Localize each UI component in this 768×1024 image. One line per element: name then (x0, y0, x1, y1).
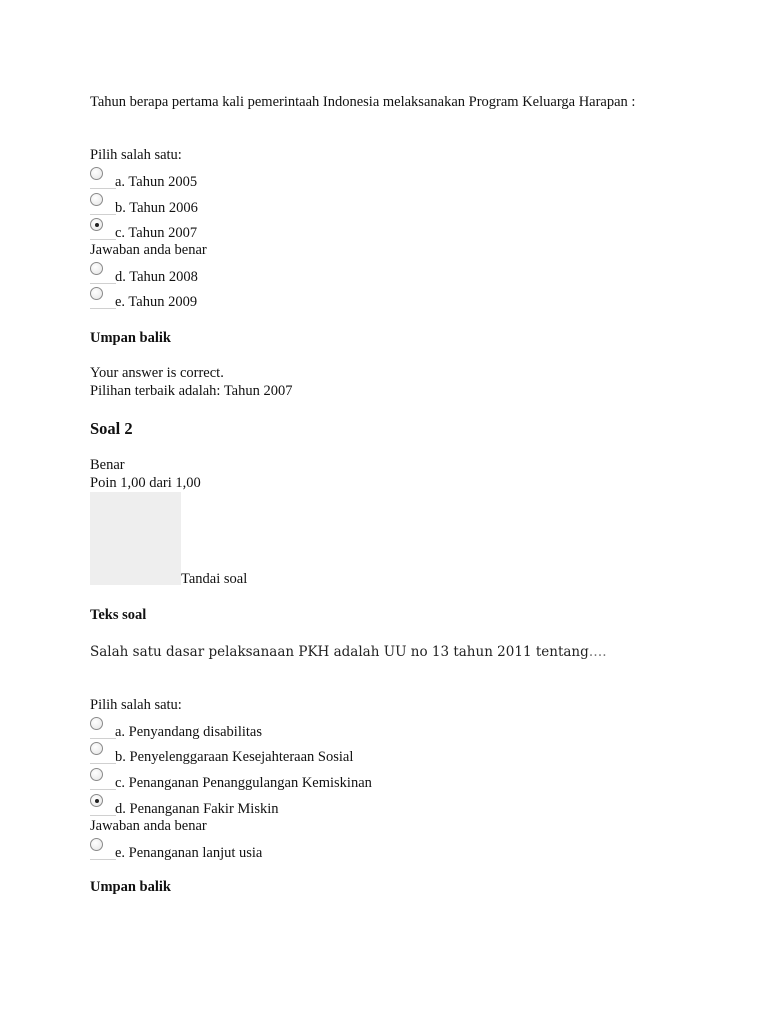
q1-option-a-radio[interactable] (90, 167, 103, 180)
q2-question-heading: Teks soal (90, 607, 147, 623)
q1-option-c-radio[interactable] (90, 218, 103, 231)
radio-underline (90, 815, 116, 816)
q2-option-a-radio[interactable] (90, 717, 103, 730)
radio-underline (90, 283, 116, 284)
radio-underline (90, 859, 116, 860)
q2-correct-note: Jawaban anda benar (90, 818, 207, 834)
radio-underline (90, 763, 116, 764)
q1-feedback-line1: Your answer is correct. (90, 365, 224, 381)
radio-underline (90, 738, 116, 739)
q2-choose-label: Pilih salah satu: (90, 697, 182, 713)
q1-option-d-label: d. Tahun 2008 (115, 269, 198, 285)
q2-question-body: Salah satu dasar pelaksanaan PKH adalah UU no 13 tahun 2011 tentang (90, 644, 589, 660)
q1-option-c-label: c. Tahun 2007 (115, 225, 198, 241)
q1-option-d-radio[interactable] (90, 262, 103, 275)
q1-choose-label: Pilih salah satu: (90, 147, 182, 163)
q1-feedback-heading: Umpan balik (90, 330, 171, 346)
q2-option-b-label: b. Penyelenggaraan Kesejahteraan Sosial (115, 749, 354, 765)
q2-option-a-label: a. Penyandang disabilitas (115, 724, 262, 740)
flag-image-placeholder (90, 492, 181, 585)
q1-correct-note: Jawaban anda benar (90, 242, 207, 258)
q2-option-c-label: c. Penanganan Penanggulangan Kemiskinan (115, 775, 372, 791)
q1-feedback-line2: Pilihan terbaik adalah: Tahun 2007 (90, 383, 293, 399)
q2-option-e-radio[interactable] (90, 838, 103, 851)
q1-option-e-radio[interactable] (90, 287, 103, 300)
q2-question-text (90, 643, 607, 661)
q2-flag-question[interactable]: Tandai soal (181, 571, 248, 587)
q2-points: Poin 1,00 dari 1,00 (90, 475, 201, 491)
radio-underline (90, 789, 116, 790)
q2-title: Soal 2 (90, 419, 133, 438)
radio-underline (90, 308, 116, 309)
q2-feedback-heading: Umpan balik (90, 879, 171, 895)
q1-option-b-label: b. Tahun 2006 (115, 200, 198, 216)
q2-option-d-label: d. Penanganan Fakir Miskin (115, 801, 279, 817)
radio-underline (90, 188, 116, 189)
q1-option-e-label: e. Tahun 2009 (115, 294, 198, 310)
q2-option-e-label: e. Penanganan lanjut usia (115, 845, 263, 861)
q2-question-ellipsis: …. (588, 644, 607, 660)
q1-option-b-radio[interactable] (90, 193, 103, 206)
radio-underline (90, 214, 116, 215)
q1-option-a-label: a. Tahun 2005 (115, 174, 198, 190)
q2-status: Benar (90, 457, 125, 473)
q1-question-text: Tahun berapa pertama kali pemerintaah Indonesia melaksanakan Program Keluarga Harapan : (90, 94, 636, 110)
q2-option-d-radio[interactable] (90, 794, 103, 807)
q2-option-b-radio[interactable] (90, 742, 103, 755)
radio-underline (90, 239, 116, 240)
q2-option-c-radio[interactable] (90, 768, 103, 781)
